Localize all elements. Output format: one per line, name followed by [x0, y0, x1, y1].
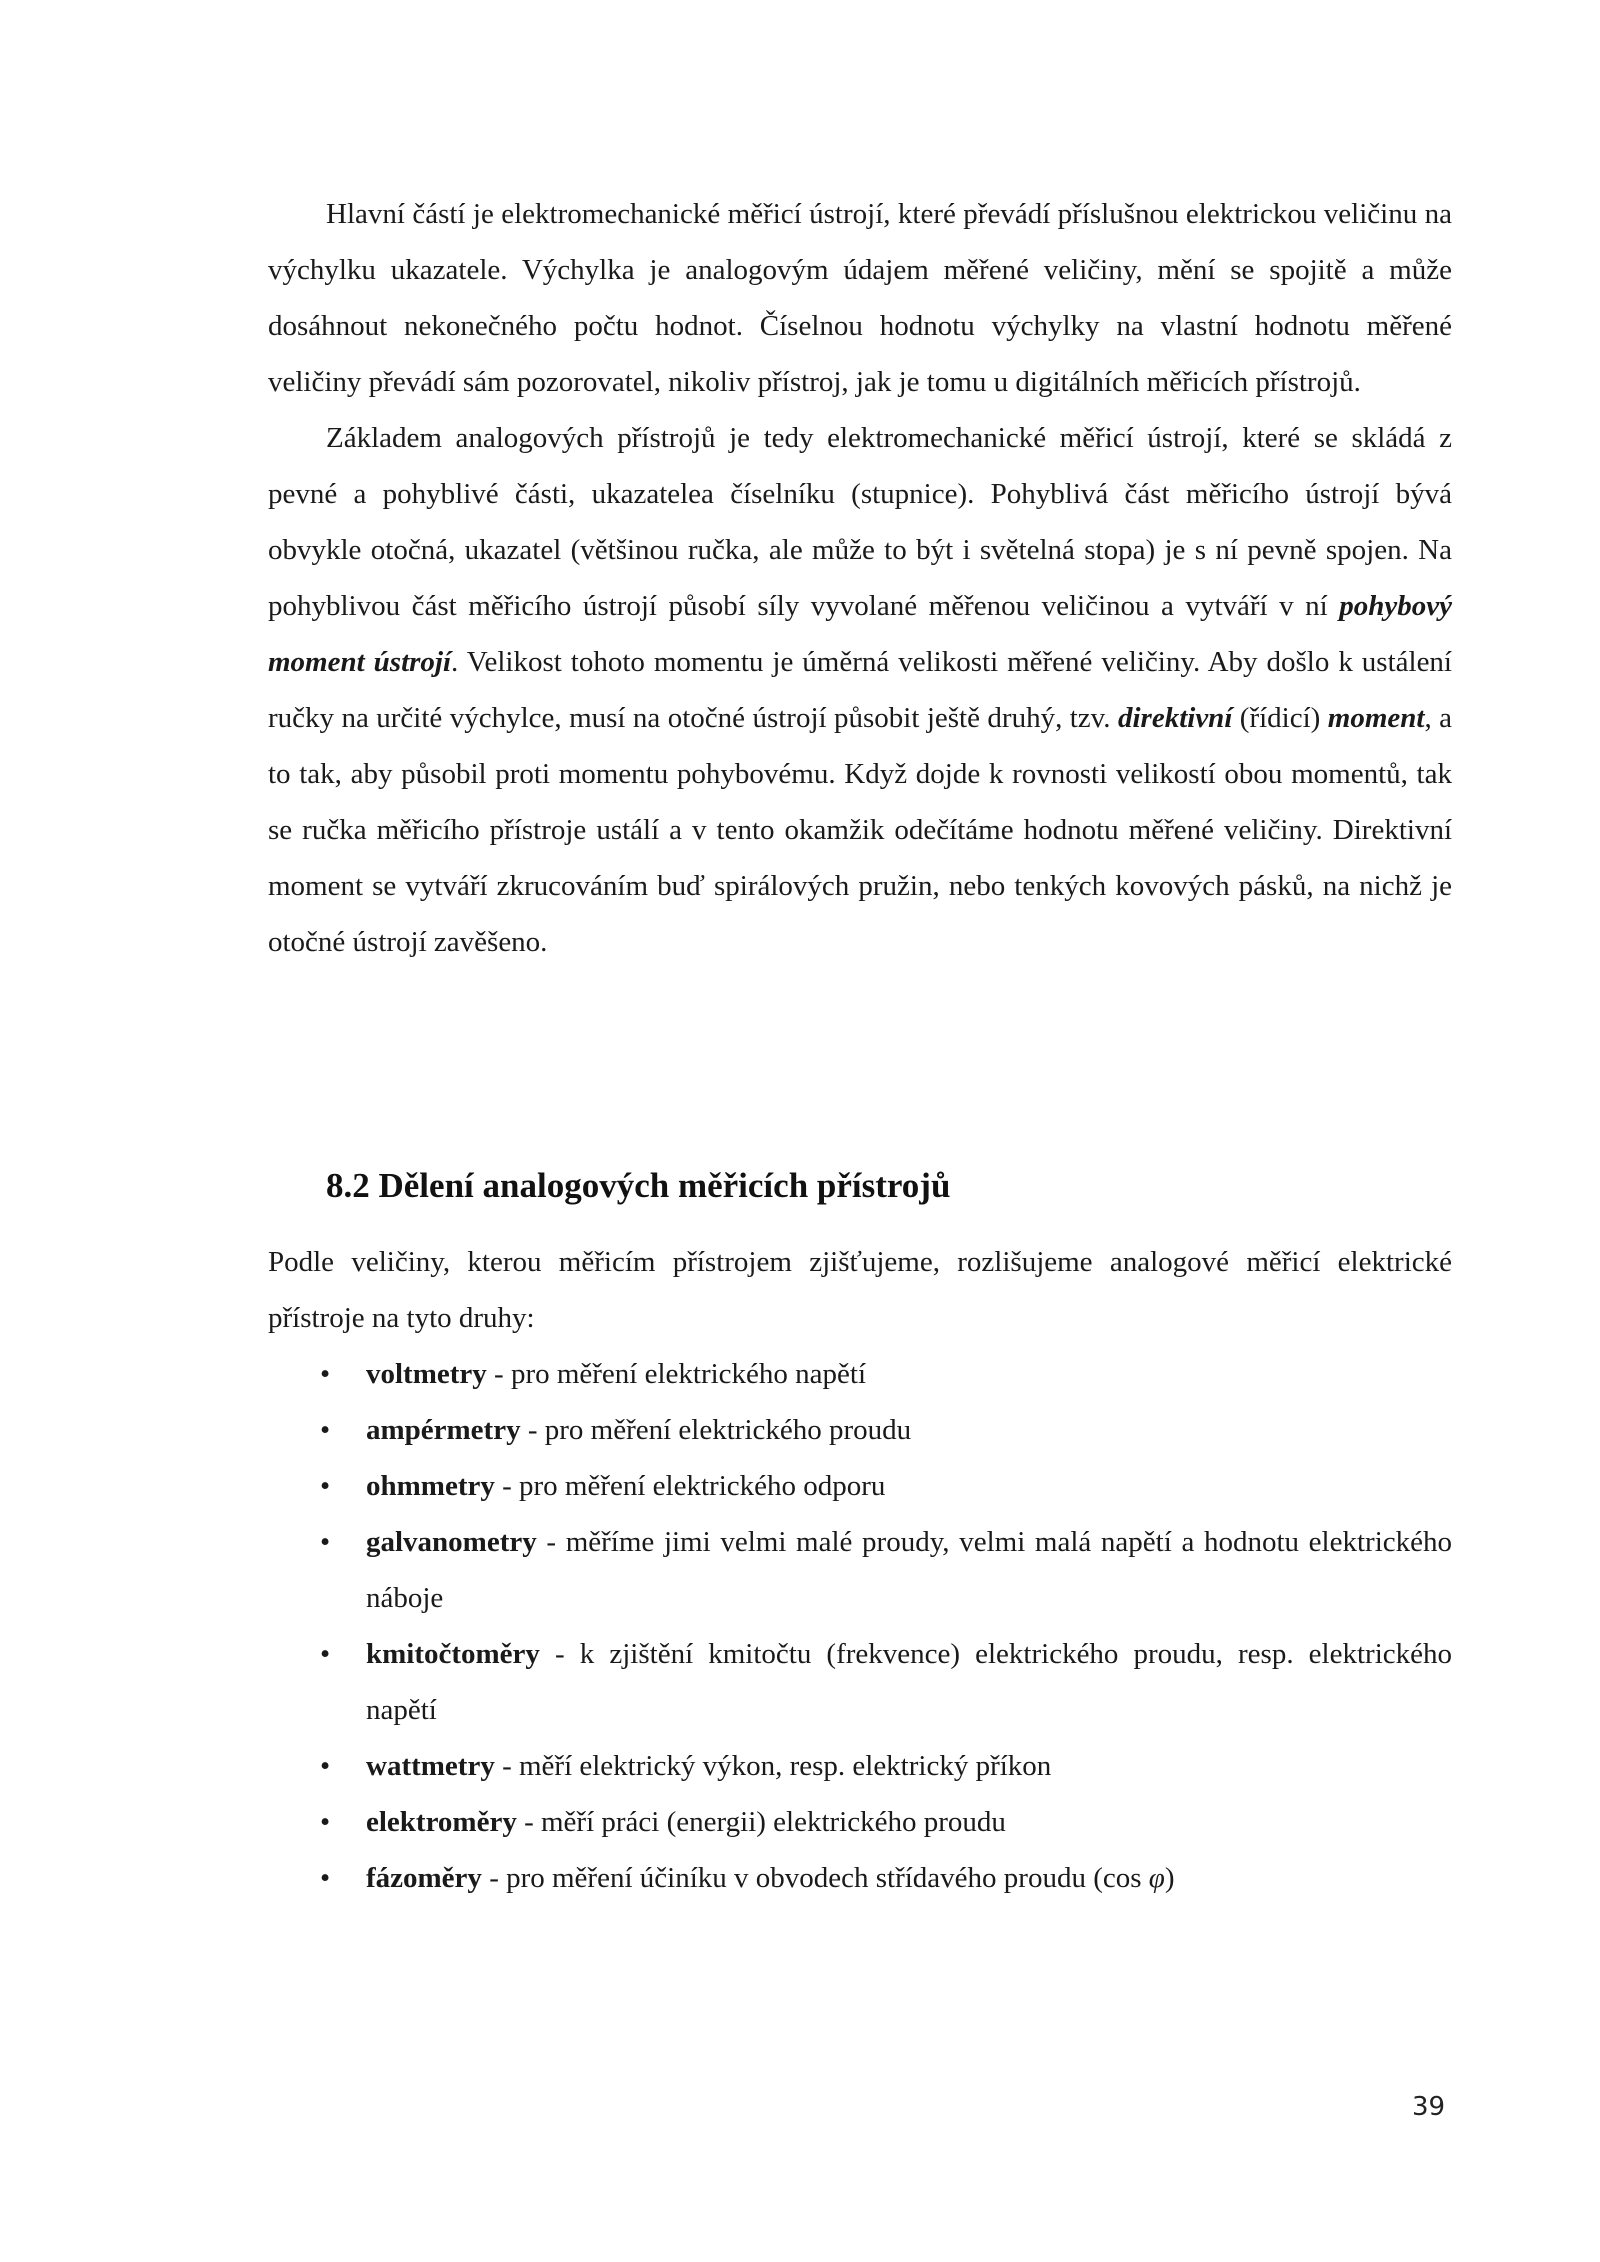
- paragraph-text: , a to tak, aby působil proti momentu pohybovému. Když dojde k rovnosti velikostí obou momentů, tak se ručka měřicího přístroje ustálí a v tento okamžik odečítáme hodnotu měřené veličiny. Direktivní moment se vytváří zkrucováním buď spirálových pružin, nebo tenkých kovových pásků, na nichž je otočné ústrojí zavěšeno.: [268, 702, 1452, 958]
- bullet-icon: •: [320, 1414, 331, 1446]
- instrument-list: [268, 1346, 1452, 1906]
- list-item: [268, 1402, 1452, 1458]
- paragraph-text: . Velikost tohoto momentu je úměrná velikosti měřené veličiny. Aby došlo k ustálení ručky na určité výchylce, musí na otočné ústrojí působit ještě druhý, tzv.: [268, 646, 1452, 734]
- list-desc: - pro měření elektrického napětí: [486, 1358, 867, 1390]
- emphasis-term: moment: [1327, 702, 1425, 734]
- list-desc: - měříme jimi velmi malé proudy, velmi malá napětí a hodnotu elektrického náboje: [366, 1526, 1452, 1614]
- list-desc: - pro měření elektrického odporu: [494, 1470, 886, 1502]
- list-item: [268, 1738, 1452, 1794]
- section-heading: 8.2 Dělení analogových měřicích přístrojů: [326, 1166, 951, 1205]
- list-desc-tail: ): [1164, 1862, 1175, 1894]
- list-desc: - k zjištění kmitočtu (frekvence) elektrického proudu, resp. elektrického napětí: [366, 1638, 1452, 1726]
- list-term: kmitočtoměry: [366, 1638, 540, 1670]
- list-item: [268, 1626, 1452, 1738]
- list-term: ohmmetry: [366, 1470, 495, 1502]
- list-desc: - měří práci (energii) elektrického proudu: [516, 1806, 1006, 1838]
- list-term: voltmetry: [366, 1358, 487, 1390]
- list-term: galvanometry: [366, 1526, 537, 1558]
- body-text: [268, 186, 1452, 970]
- list-item: [268, 1458, 1452, 1514]
- bullet-icon: •: [320, 1638, 331, 1670]
- list-item: [268, 1346, 1452, 1402]
- list-desc: - pro měření účiníku v obvodech střídavého proudu (cos: [481, 1862, 1149, 1894]
- list-item: [268, 1514, 1452, 1626]
- list-term: elektroměry: [366, 1806, 517, 1838]
- paragraph-intro: Hlavní částí je elektromechanické měřicí ústrojí, které převádí příslušnou elektrickou veličinu na výchylku ukazatele. Výchylka je analogovým údajem měřené veličiny, mění se spojitě a může dosáhnout nekonečného počtu hodnot. Číselnou hodnotu výchylky na vlastní hodnotu měřené veličiny převádí sám pozorovatel, nikoliv přístroj, jak je tomu u digitálních měřicích přístrojů.: [268, 198, 1452, 398]
- phi-symbol: φ: [1148, 1862, 1165, 1894]
- section-intro: Podle veličiny, kterou měřicím přístrojem zjišťujeme, rozlišujeme analogové měřicí elektrické přístroje na tyto druhy:: [268, 1246, 1452, 1334]
- bullet-icon: •: [320, 1750, 331, 1782]
- paragraph-analog-instruments: [268, 410, 1452, 970]
- list-term: fázoměry: [366, 1862, 482, 1894]
- page-number: 39: [1412, 2092, 1446, 2122]
- bullet-icon: •: [320, 1806, 331, 1838]
- emphasis-term: pohybový moment ústrojí: [268, 590, 1452, 678]
- list-item: [268, 1850, 1452, 1906]
- list-desc: - pro měření elektrického proudu: [520, 1414, 912, 1446]
- emphasis-term: direktivní: [1117, 702, 1233, 734]
- bullet-icon: •: [320, 1358, 331, 1390]
- paragraph-text: Základem analogových přístrojů je tedy elektromechanické měřicí ústrojí, které se skládá z pevné a pohyblivé části, ukazatelea číselníku (stupnice). Pohyblivá část měřicího ústrojí bývá obvykle otočná, ukazatel (většinou ručka, ale může to být i světelná stopa) je s ní pevně spojen. Na pohyblivou část měřicího ústrojí působí síly vyvolané měřenou veličinou a vytváří v ní: [268, 422, 1452, 622]
- bullet-icon: •: [320, 1470, 331, 1502]
- section-body: [268, 1234, 1452, 1906]
- list-term: ampérmetry: [366, 1414, 521, 1446]
- list-term: wattmetry: [366, 1750, 495, 1782]
- list-desc: - měří elektrický výkon, resp. elektrický příkon: [494, 1750, 1052, 1782]
- bullet-icon: •: [320, 1862, 331, 1894]
- list-item: [268, 1794, 1452, 1850]
- bullet-icon: •: [320, 1526, 331, 1558]
- paragraph-text: (řídicí): [1232, 702, 1328, 734]
